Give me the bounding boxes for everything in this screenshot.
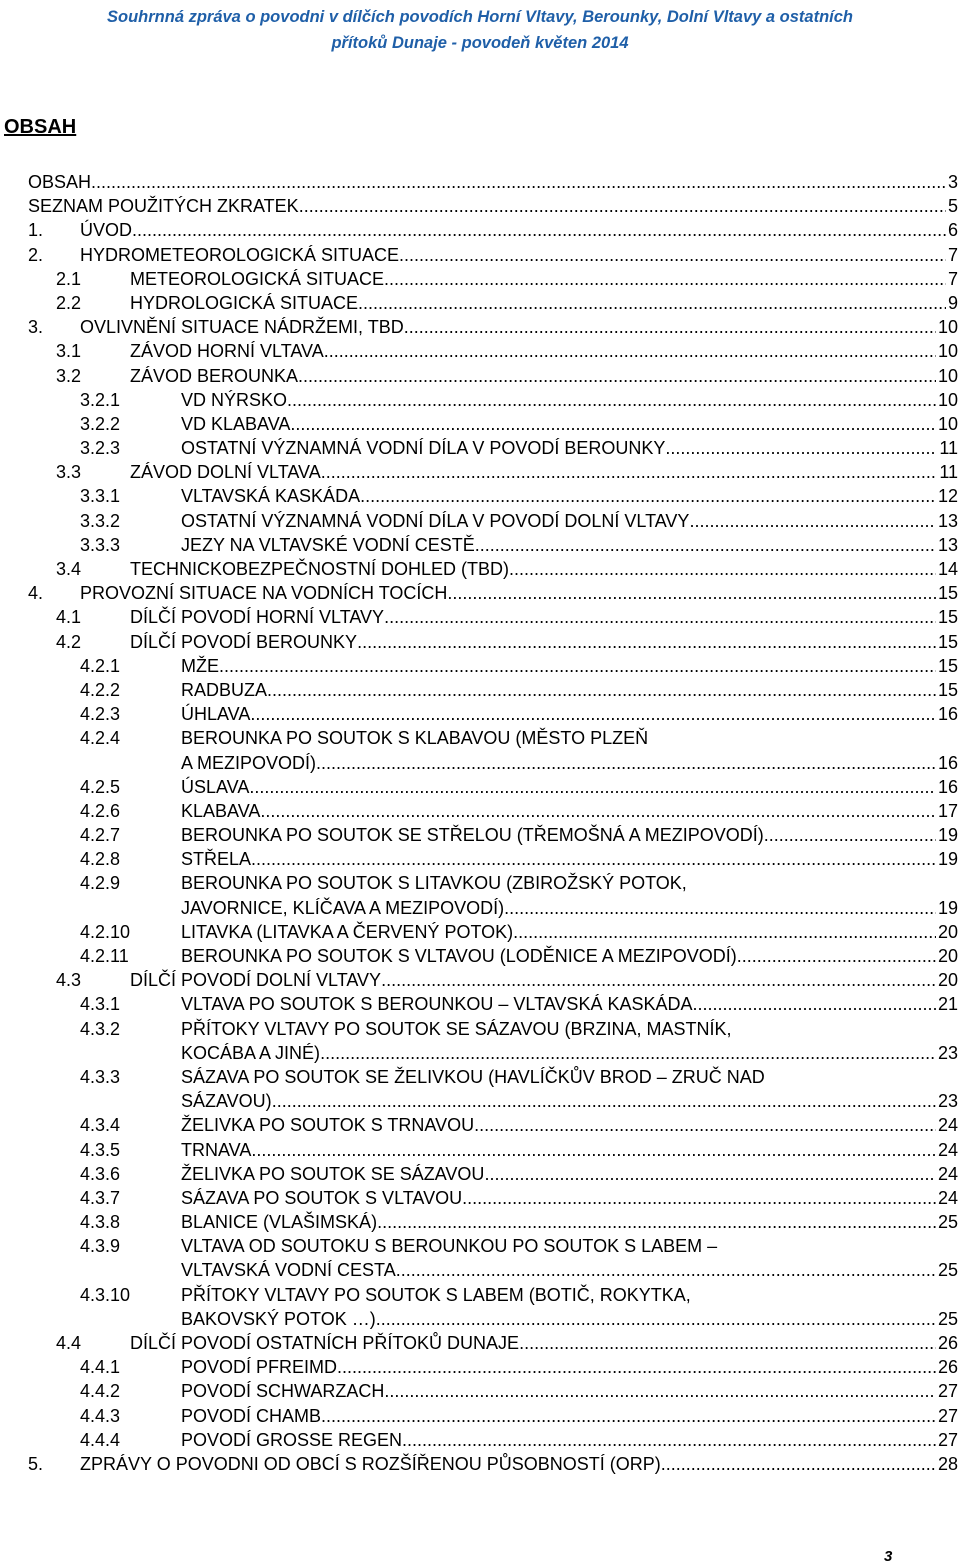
- toc-entry-page: 24: [937, 1139, 958, 1160]
- toc-entry-page: 19: [937, 849, 958, 870]
- toc-entry-title: LITAVKA (LITAVKA A ČERVENÝ POTOK): [181, 921, 514, 942]
- toc-entry-title: VLTAVA OD SOUTOKU S BEROUNKOU PO SOUTOK S LABEM –: [181, 1236, 718, 1257]
- toc-entry-title: VLTAVSKÁ KASKÁDA: [181, 486, 361, 507]
- toc-entry[interactable]: [0, 291, 960, 315]
- toc-dot-leader: [513, 920, 936, 944]
- toc-entry-title: DÍLČÍ POVODÍ HORNÍ VLTAVY: [130, 607, 385, 628]
- toc-entry-title: ŽELIVKA PO SOUTOK SE SÁZAVOU: [181, 1163, 485, 1184]
- toc-entry-title: KOCÁBA A JINÉ): [181, 1042, 321, 1063]
- toc-dot-leader: [384, 1379, 936, 1403]
- toc-entry-title: DÍLČÍ POVODÍ OSTATNÍCH PŘÍTOKŮ DUNAJE: [130, 1333, 520, 1353]
- toc-entry-page: 23: [937, 1042, 958, 1063]
- toc-entry[interactable]: [0, 630, 960, 654]
- toc-entry[interactable]: [0, 1065, 960, 1113]
- toc-dot-leader: [290, 412, 936, 436]
- toc-entry-page: 13: [937, 534, 958, 555]
- toc-dot-leader: [661, 1452, 936, 1476]
- toc-entry-number: 4.4.4: [80, 1429, 121, 1450]
- toc-dot-leader: [132, 218, 946, 242]
- toc-dot-leader: [357, 630, 936, 654]
- toc-entry-number: 3.2.2: [80, 413, 121, 434]
- toc-entry-page: 25: [937, 1260, 958, 1281]
- toc-entry[interactable]: [0, 436, 960, 460]
- toc-entry-number: 2.: [28, 244, 44, 265]
- toc-entry-title: BEROUNKA PO SOUTOK SE STŘELOU (TŘEMOŠNÁ A MEZIPOVODÍ): [181, 825, 764, 846]
- toc-entry-title: VD NÝRSKO: [181, 389, 288, 410]
- toc-entry-number: 3.3.3: [80, 534, 121, 555]
- toc-entry-title: ÚVOD: [80, 220, 133, 241]
- toc-dot-leader: [447, 581, 936, 605]
- toc-entry-number: 4.3.1: [80, 994, 121, 1015]
- toc-entry-number: 4.3.6: [80, 1163, 121, 1184]
- toc-entry-number: 3.2: [56, 365, 82, 386]
- toc-dot-leader: [764, 823, 936, 847]
- toc-entry-title: SÁZAVA PO SOUTOK SE ŽELIVKOU (HAVLÍČKŮV BROD – ZRUČ NAD: [181, 1066, 765, 1087]
- toc-entry-page: 11: [939, 462, 958, 483]
- toc-dot-leader: [384, 605, 936, 629]
- toc-dot-leader: [360, 484, 936, 508]
- toc-entry-number: 4.3.3: [80, 1066, 121, 1087]
- toc-entry-title: BAKOVSKÝ POTOK …): [181, 1308, 376, 1329]
- toc-entry-number: 4.2.1: [80, 655, 121, 676]
- toc-dot-leader: [377, 1210, 936, 1234]
- toc-entry-title: OVLIVNĚNÍ SITUACE NÁDRŽEMI, TBD: [80, 317, 404, 338]
- toc-dot-leader: [384, 267, 946, 291]
- toc-dot-leader: [484, 1162, 936, 1186]
- toc-dot-leader: [399, 243, 946, 267]
- toc-dot-leader: [462, 1186, 936, 1210]
- toc-entry[interactable]: [0, 412, 960, 436]
- toc-entry-number: 2.1: [56, 268, 82, 289]
- toc-entry[interactable]: [0, 364, 960, 388]
- toc-entry-title: A MEZIPOVODÍ): [181, 752, 317, 773]
- toc-entry-title: VLTAVSKÁ VODNÍ CESTA: [181, 1260, 396, 1281]
- toc-entry-page: 11: [939, 438, 958, 459]
- toc-entry[interactable]: [0, 581, 960, 605]
- toc-entry-number: 4.3.10: [80, 1284, 131, 1305]
- toc-entry-page: 10: [937, 413, 958, 434]
- toc-entry-number: 4.4.2: [80, 1381, 121, 1402]
- toc-entry-number: 1.: [28, 220, 44, 241]
- toc-entry-page: 24: [937, 1187, 958, 1208]
- toc-entry-number: 4.: [28, 583, 44, 604]
- toc-entry-page: 14: [937, 559, 958, 579]
- toc-entry-title: POVODÍ GROSSE REGEN: [181, 1429, 403, 1450]
- toc-entry[interactable]: [0, 605, 960, 629]
- toc-entry-page: 24: [937, 1115, 958, 1136]
- toc-entry-title: OSTATNÍ VÝZNAMNÁ VODNÍ DÍLA V POVODÍ BEROUNKY: [181, 438, 666, 459]
- toc-entry[interactable]: [0, 509, 960, 533]
- toc-entry[interactable]: [0, 1452, 960, 1476]
- toc-entry-number: 3.2.1: [80, 389, 121, 410]
- section-heading: OBSAH: [4, 116, 77, 138]
- toc-entry-title: ZÁVOD HORNÍ VLTAVA: [130, 341, 324, 362]
- toc-dot-leader: [475, 533, 936, 557]
- toc-entry-page: 20: [937, 970, 958, 991]
- document-header: [0, 4, 960, 56]
- toc-entry-page: 10: [937, 341, 958, 362]
- toc-entry-title: PŘÍTOKY VLTAVY PO SOUTOK SE SÁZAVOU (BRZINA, MASTNÍK,: [181, 1018, 732, 1039]
- toc-dot-leader: [474, 1113, 936, 1137]
- page-number: 3: [884, 1548, 893, 1565]
- toc-dot-leader: [665, 436, 937, 460]
- toc-dot-leader: [249, 775, 936, 799]
- toc-entry-page: 15: [937, 583, 958, 604]
- toc-entry-number: 4.3.8: [80, 1212, 121, 1233]
- toc-entry-page: 17: [937, 800, 958, 821]
- toc-entry-title: PŘÍTOKY VLTAVY PO SOUTOK S LABEM (BOTIČ, ROKYTKA,: [181, 1284, 691, 1305]
- toc-entry-page: 7: [947, 244, 958, 265]
- toc-dot-leader: [299, 194, 946, 218]
- toc-entry-title: HYDROMETEOROLOGICKÁ SITUACE: [80, 244, 400, 265]
- toc-entry-title: OBSAH: [28, 172, 92, 192]
- toc-dot-leader: [693, 992, 936, 1016]
- toc-entry-number: 4.2.4: [80, 728, 121, 749]
- toc-dot-leader: [316, 751, 936, 775]
- toc-dot-leader: [737, 944, 936, 968]
- toc-entry-page: 6: [947, 220, 958, 241]
- toc-entry-number: 3.4: [56, 559, 82, 579]
- toc-entry-page: 16: [937, 776, 958, 797]
- toc-entry-page: 27: [937, 1381, 958, 1402]
- toc-entry-number: 4.2.11: [80, 946, 129, 966]
- toc-entry-number: 3.3.2: [80, 510, 121, 531]
- toc-entry-number: 4.2.5: [80, 776, 121, 797]
- toc-entry-page: 9: [947, 292, 958, 313]
- toc-entry-number: 4.3.4: [80, 1115, 121, 1136]
- toc-entry[interactable]: [0, 460, 960, 484]
- toc-entry[interactable]: [0, 267, 960, 291]
- toc-dot-leader: [358, 291, 946, 315]
- toc-entry[interactable]: [0, 1234, 960, 1282]
- toc-dot-leader: [376, 1307, 936, 1331]
- toc-entry[interactable]: [0, 702, 960, 726]
- toc-entry-number: 4.2.10: [80, 921, 131, 942]
- toc-entry[interactable]: [0, 1162, 960, 1186]
- toc-entry-number: 5.: [28, 1453, 44, 1474]
- toc-entry-title: BEROUNKA PO SOUTOK S KLABAVOU (MĚSTO PLZEŇ: [181, 728, 649, 749]
- toc-entry-number: 4.3.9: [80, 1236, 121, 1257]
- toc-entry[interactable]: [0, 218, 960, 242]
- toc-entry[interactable]: [0, 1283, 960, 1331]
- toc-entry-number: 3.: [28, 317, 44, 338]
- table-of-contents: [0, 170, 960, 1476]
- toc-dot-leader: [396, 1258, 936, 1282]
- toc-dot-leader: [260, 799, 936, 823]
- toc-entry[interactable]: [0, 920, 960, 944]
- toc-entry[interactable]: [0, 1331, 960, 1355]
- toc-entry-page: 15: [937, 607, 958, 628]
- toc-entry-title: PROVOZNÍ SITUACE NA VODNÍCH TOCÍCH: [80, 583, 448, 604]
- toc-entry-page: 19: [937, 825, 958, 846]
- toc-entry-title: JEZY NA VLTAVSKÉ VODNÍ CESTĚ: [181, 534, 475, 555]
- toc-entry[interactable]: [0, 1138, 960, 1162]
- toc-dot-leader: [91, 170, 946, 194]
- toc-entry-title: KLABAVA: [181, 800, 261, 821]
- toc-entry[interactable]: [0, 871, 960, 919]
- toc-dot-leader: [298, 364, 936, 388]
- toc-entry-number: 4.3: [56, 970, 82, 991]
- toc-entry[interactable]: [0, 944, 960, 968]
- toc-entry-page: 21: [937, 994, 958, 1015]
- toc-dot-leader: [337, 1355, 936, 1379]
- toc-entry[interactable]: [0, 388, 960, 412]
- toc-entry[interactable]: [0, 339, 960, 363]
- toc-entry[interactable]: [0, 194, 960, 218]
- toc-entry-title: TECHNICKOBEZPEČNOSTNÍ DOHLED (TBD): [130, 559, 510, 579]
- toc-entry-title: ZPRÁVY O POVODNI OD OBCÍ S ROZŠÍŘENOU PŮSOBNOSTÍ (ORP): [80, 1453, 661, 1474]
- toc-entry-number: 3.2.3: [80, 438, 121, 459]
- toc-entry[interactable]: [0, 484, 960, 508]
- toc-entry[interactable]: [0, 1113, 960, 1137]
- toc-entry[interactable]: [0, 775, 960, 799]
- toc-entry-title: MŽE: [181, 655, 219, 676]
- toc-entry[interactable]: [0, 243, 960, 267]
- toc-entry-page: 16: [937, 704, 958, 725]
- toc-entry-title: ŽELIVKA PO SOUTOK S TRNAVOU: [181, 1115, 475, 1136]
- toc-dot-leader: [689, 509, 936, 533]
- toc-entry-page: 27: [937, 1429, 958, 1450]
- toc-entry-page: 20: [937, 946, 958, 966]
- toc-entry-title: TRNAVA: [181, 1139, 252, 1160]
- toc-entry-page: 16: [937, 752, 958, 773]
- toc-dot-leader: [509, 557, 936, 581]
- toc-entry-page: 3: [947, 172, 958, 192]
- toc-dot-leader: [404, 315, 936, 339]
- toc-entry-page: 24: [937, 1163, 958, 1184]
- toc-entry-number: 3.1: [56, 341, 82, 362]
- toc-entry-page: 27: [937, 1405, 958, 1426]
- toc-entry-page: 5: [947, 196, 958, 217]
- toc-entry-title: ÚSLAVA: [181, 776, 250, 797]
- toc-entry-title: POVODÍ CHAMB: [181, 1405, 322, 1426]
- toc-entry-title: DÍLČÍ POVODÍ DOLNÍ VLTAVY: [130, 970, 382, 991]
- toc-dot-leader: [519, 1331, 936, 1355]
- toc-entry-number: 3.3: [56, 462, 82, 483]
- toc-dot-leader: [251, 1138, 936, 1162]
- toc-entry-number: 4.3.7: [80, 1187, 121, 1208]
- toc-entry-title: POVODÍ SCHWARZACH: [181, 1381, 385, 1402]
- toc-entry-page: 12: [937, 486, 958, 507]
- toc-entry-page: 7: [947, 268, 958, 289]
- toc-dot-leader: [504, 896, 936, 920]
- toc-entry-page: 25: [937, 1212, 958, 1233]
- toc-entry[interactable]: [0, 533, 960, 557]
- toc-entry-page: 10: [937, 317, 958, 338]
- toc-entry[interactable]: [0, 799, 960, 823]
- toc-entry-page: 19: [937, 897, 958, 918]
- toc-entry[interactable]: [0, 315, 960, 339]
- toc-entry-title: ZÁVOD BEROUNKA: [130, 365, 299, 386]
- toc-entry[interactable]: [0, 968, 960, 992]
- toc-entry-number: 4.2.7: [80, 825, 121, 846]
- toc-entry-title: VLTAVA PO SOUTOK S BEROUNKOU – VLTAVSKÁ KASKÁDA: [181, 994, 693, 1015]
- toc-entry-number: 4.3.2: [80, 1018, 121, 1039]
- toc-entry-title: SÁZAVA PO SOUTOK S VLTAVOU: [181, 1187, 463, 1208]
- toc-dot-leader: [381, 968, 936, 992]
- toc-entry[interactable]: [0, 1017, 960, 1065]
- toc-entry-page: 10: [937, 389, 958, 410]
- toc-entry-title: POVODÍ PFREIMD: [181, 1357, 338, 1378]
- toc-entry-title: METEOROLOGICKÁ SITUACE: [130, 268, 385, 289]
- toc-entry-title: DÍLČÍ POVODÍ BEROUNKY: [130, 631, 358, 652]
- toc-entry-page: 26: [937, 1357, 958, 1378]
- toc-entry-number: 4.4: [56, 1333, 82, 1353]
- toc-entry[interactable]: [0, 1355, 960, 1379]
- toc-entry-title: RADBUZA: [181, 679, 268, 700]
- toc-entry-page: 26: [937, 1333, 958, 1353]
- toc-entry-number: 4.2.9: [80, 873, 121, 894]
- toc-entry-page: 20: [937, 921, 958, 942]
- toc-entry-number: 4.2.8: [80, 849, 121, 870]
- toc-entry-title: ZÁVOD DOLNÍ VLTAVA: [130, 462, 321, 483]
- toc-entry-number: 4.2.2: [80, 679, 121, 700]
- toc-entry-title: BLANICE (VLAŠIMSKÁ): [181, 1212, 378, 1233]
- toc-entry[interactable]: [0, 992, 960, 1016]
- toc-dot-leader: [321, 460, 938, 484]
- toc-entry-title: SÁZAVOU): [181, 1091, 272, 1112]
- toc-entry[interactable]: [0, 170, 960, 194]
- toc-dot-leader: [219, 654, 936, 678]
- toc-entry[interactable]: [0, 654, 960, 678]
- toc-dot-leader: [267, 678, 936, 702]
- toc-entry-title: ÚHLAVA: [181, 704, 251, 725]
- toc-entry-number: 3.3.1: [80, 486, 121, 507]
- toc-entry[interactable]: [0, 557, 960, 581]
- toc-entry-number: 4.4.3: [80, 1405, 121, 1426]
- toc-dot-leader: [321, 1404, 936, 1428]
- toc-dot-leader: [250, 702, 936, 726]
- toc-dot-leader: [320, 1041, 936, 1065]
- toc-entry-page: 13: [937, 510, 958, 531]
- toc-dot-leader: [324, 339, 936, 363]
- toc-entry[interactable]: [0, 823, 960, 847]
- toc-entry-number: 4.2.6: [80, 800, 121, 821]
- toc-entry-number: 4.2.3: [80, 704, 121, 725]
- toc-entry[interactable]: [0, 1210, 960, 1234]
- toc-entry-title: BEROUNKA PO SOUTOK S LITAVKOU (ZBIROŽSKÝ POTOK,: [181, 873, 687, 894]
- toc-entry[interactable]: [0, 847, 960, 871]
- header-line-1: Souhrnná zpráva o povodni v dílčích povodích Horní Vltavy, Berounky, Dolní Vltavy a ostatních: [107, 8, 853, 26]
- toc-entry-page: 15: [937, 655, 958, 676]
- header-line-2: přítoků Dunaje - povodeň květen 2014: [331, 34, 629, 52]
- toc-entry-page: 23: [937, 1091, 958, 1112]
- toc-entry-title: HYDROLOGICKÁ SITUACE: [130, 292, 359, 313]
- toc-entry-title: OSTATNÍ VÝZNAMNÁ VODNÍ DÍLA V POVODÍ DOLNÍ VLTAVY: [181, 510, 690, 531]
- toc-entry-title: SEZNAM POUŽITÝCH ZKRATEK: [28, 196, 299, 217]
- toc-entry-page: 25: [937, 1308, 958, 1329]
- toc-entry-number: 4.4.1: [80, 1357, 121, 1378]
- toc-entry-title: STŘELA: [181, 849, 252, 870]
- toc-entry-page: 10: [937, 365, 958, 386]
- toc-entry[interactable]: [0, 678, 960, 702]
- toc-dot-leader: [272, 1089, 936, 1113]
- toc-entry-title: VD KLABAVA: [181, 413, 291, 434]
- toc-dot-leader: [287, 388, 936, 412]
- toc-entry-number: 4.1: [56, 607, 82, 628]
- toc-entry[interactable]: [0, 1428, 960, 1452]
- toc-entry-number: 2.2: [56, 292, 82, 313]
- toc-entry-page: 28: [937, 1453, 958, 1474]
- toc-entry-number: 4.2: [56, 631, 82, 652]
- toc-entry[interactable]: [0, 1404, 960, 1428]
- toc-entry-number: 4.3.5: [80, 1139, 121, 1160]
- toc-entry-title: JAVORNICE, KLÍČAVA A MEZIPOVODÍ): [181, 897, 505, 918]
- toc-entry-title: BEROUNKA PO SOUTOK S VLTAVOU (LODĚNICE A MEZIPOVODÍ): [181, 946, 737, 966]
- toc-entry[interactable]: [0, 1186, 960, 1210]
- toc-entry[interactable]: [0, 1379, 960, 1403]
- toc-entry-page: 15: [937, 631, 958, 652]
- toc-entry[interactable]: [0, 726, 960, 774]
- toc-dot-leader: [251, 847, 936, 871]
- toc-entry-page: 15: [937, 679, 958, 700]
- toc-dot-leader: [402, 1428, 936, 1452]
